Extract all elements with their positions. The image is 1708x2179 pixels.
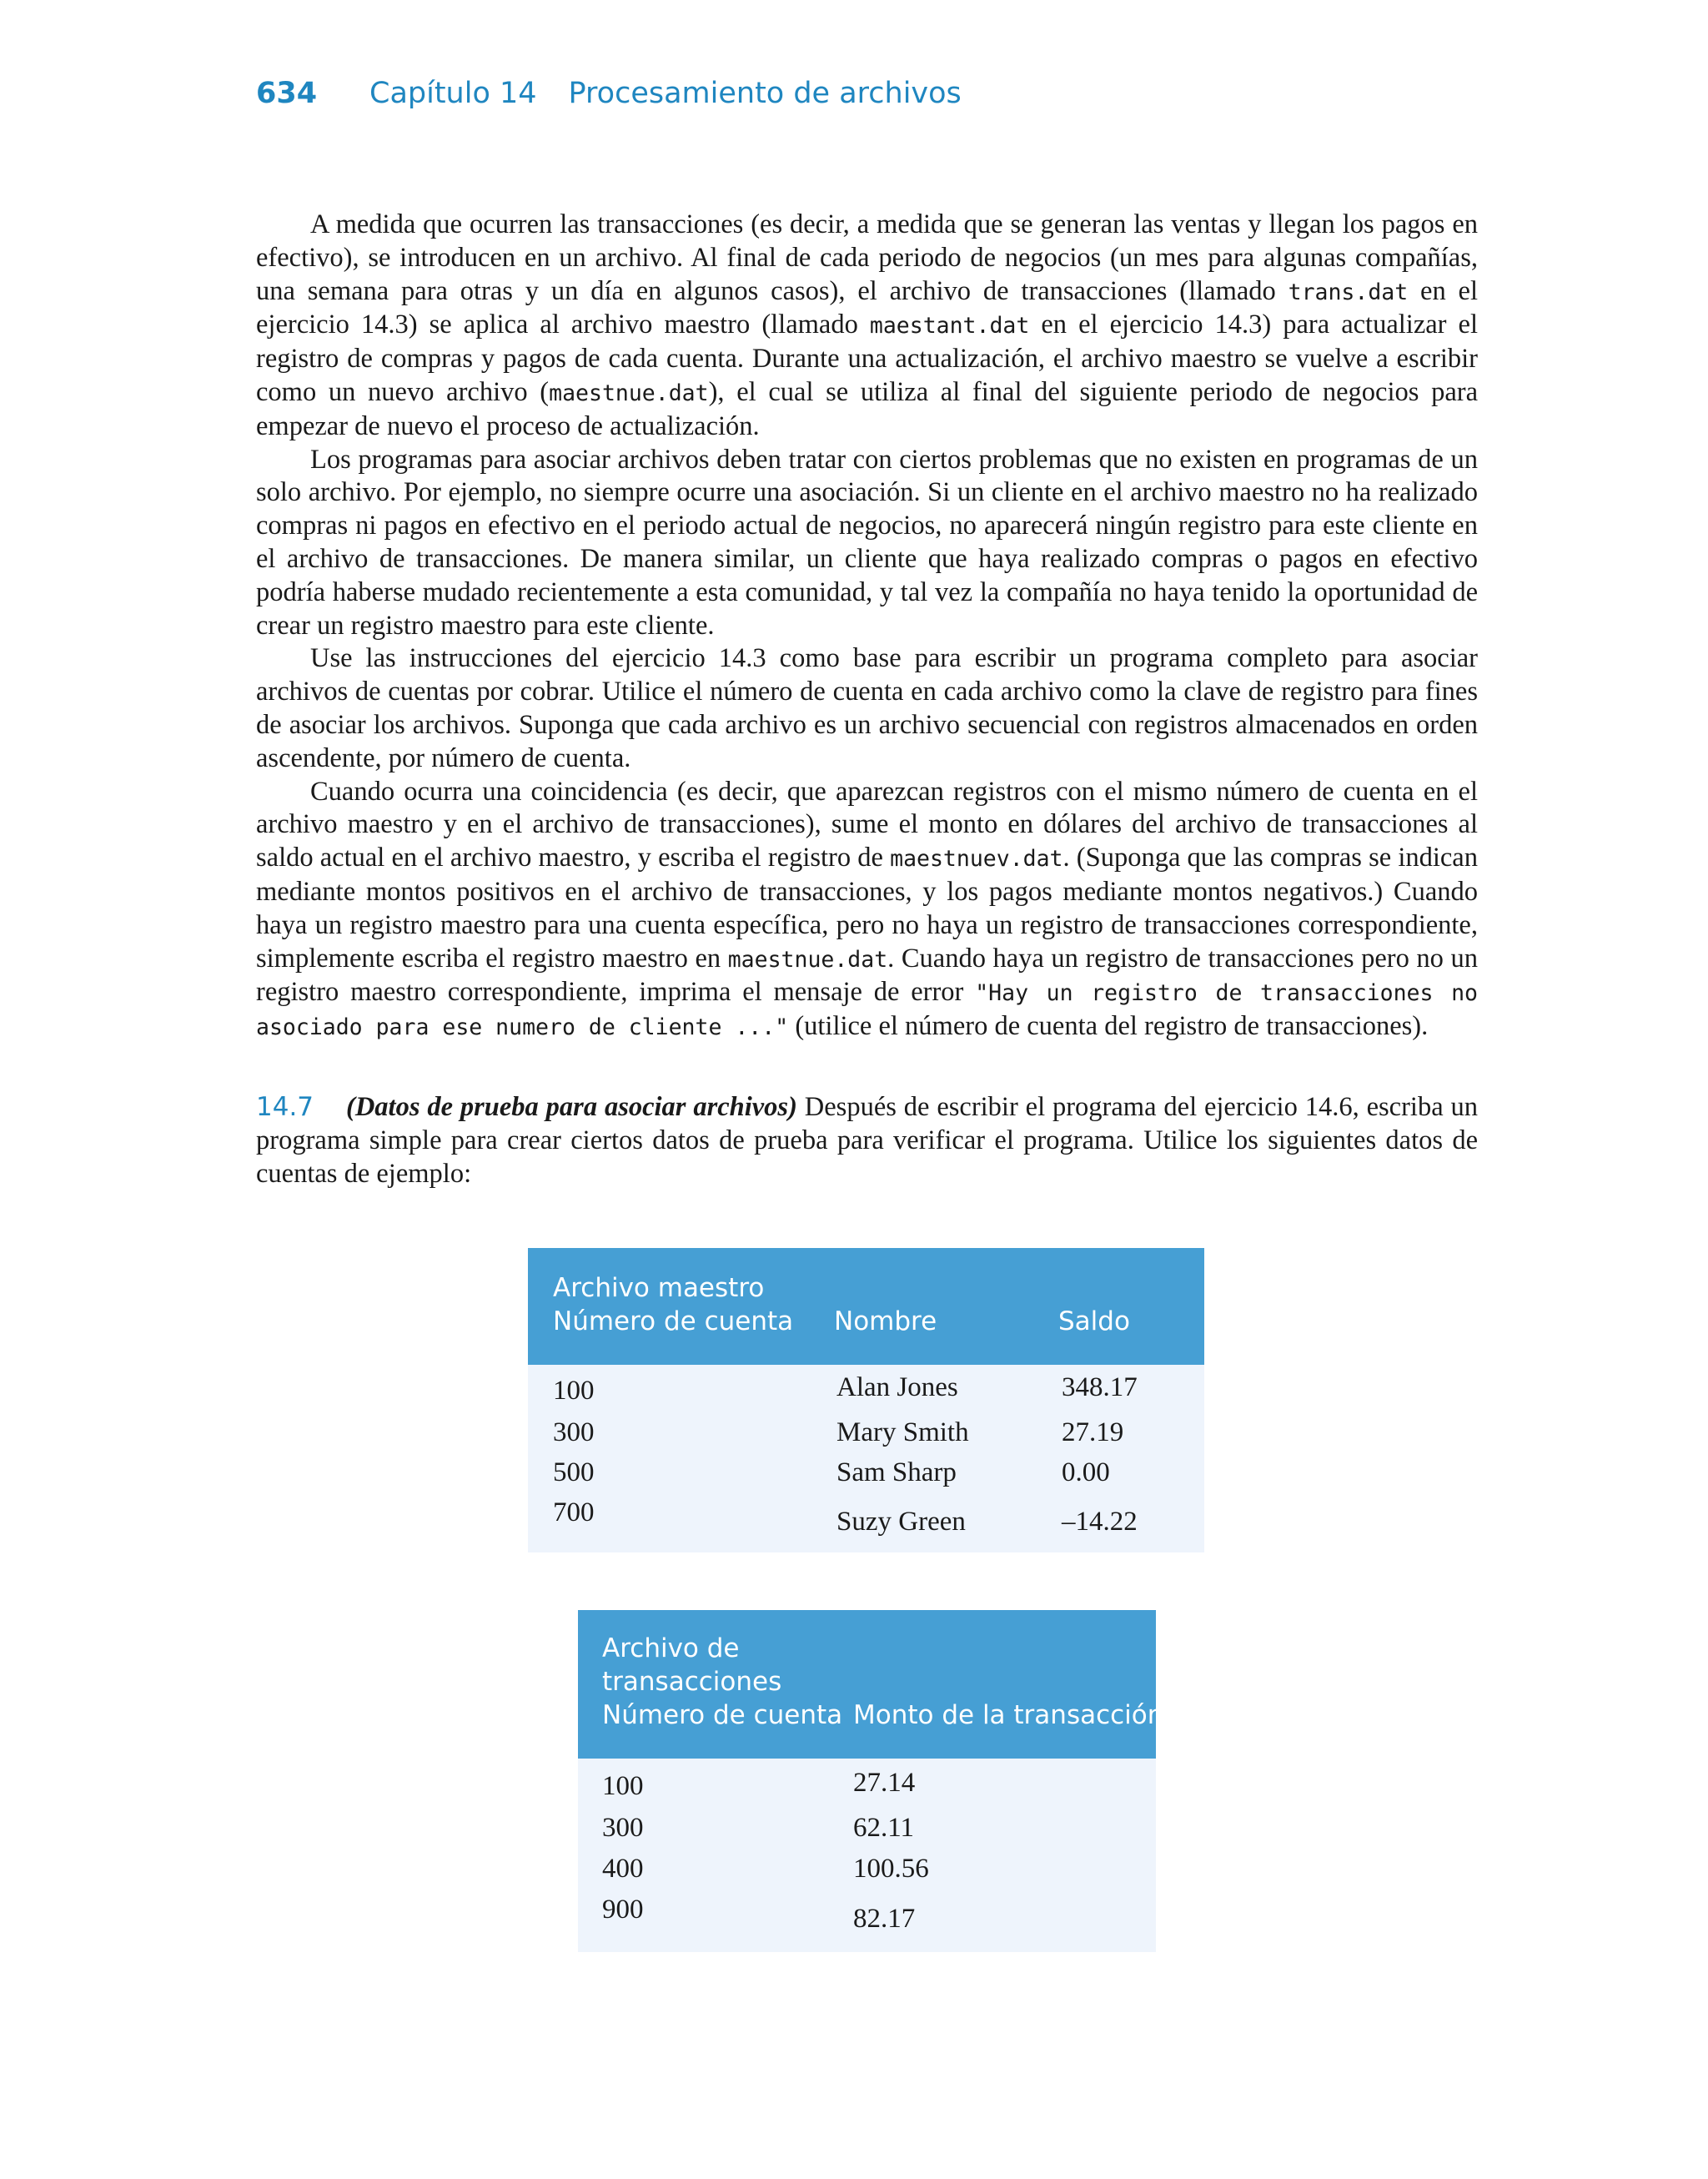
transaction-file-table (578, 1610, 1164, 1952)
code-filename: maestnue.dat (727, 946, 888, 973)
master-file-table (528, 1248, 1204, 1552)
cell-amount: 100.56 (853, 1854, 929, 1884)
exercise-title: (Datos de prueba para asociar archivos) (346, 1092, 797, 1122)
column-header-account: Archivo de transacciones Número de cuenta (602, 1633, 843, 1730)
cell-name: Alan Jones (836, 1372, 958, 1402)
cell-balance: 348.17 (1062, 1372, 1138, 1402)
cell-amount: 27.14 (853, 1768, 916, 1798)
column-header-balance: Saldo (1058, 1306, 1130, 1336)
cell-account: 100 (602, 1771, 644, 1801)
cell-account: 900 (602, 1895, 644, 1925)
code-filename: maestant.dat (869, 313, 1030, 340)
paragraph-2: Los programas para asociar archivos deben tratar con ciertos problemas que no existen en programas de un solo archivo. Por ejemplo, no siempre ocurre una asociación. Si un cliente en el archivo maestro no ha realizado compras ni pagos en efectivo en el periodo actual de negocios, no aparecerá ningún registro para este cliente en el archivo de transacciones. De manera similar, un cliente que haya realizado compras o pagos en efectivo podría haberse mudado recientemente a esta comunidad, y tal vez la compañía no haya tenido la oportunidad de crear un registro maestro para este cliente. (256, 444, 1478, 641)
code-error-message: "Hay un registro de transacciones no asociado para ese numero de cliente ..." (256, 980, 1478, 1041)
cell-balance: 0.00 (1062, 1457, 1110, 1487)
column-header-name: Nombre (834, 1306, 937, 1336)
cell-name: Mary Smith (836, 1417, 969, 1447)
paragraph-3: Use las instrucciones del ejercicio 14.3 como base para escribir un programa completo para asociar archivos de cuentas por cobrar. Utilice el número de cuenta en cada archivo como la clave de registro para fines de asociar los archivos. Suponga que cada archivo es un archivo secuencial con registros almacenados en orden ascendente, por número de cuenta. (256, 643, 1478, 773)
running-header (256, 77, 962, 110)
table-header (528, 1248, 1204, 1365)
cell-name: Sam Sharp (836, 1457, 957, 1487)
paragraph-4: Cuando ocurra una coincidencia (es decir, que aparezcan registros con el mismo número de cuenta en el archivo maestro y en el archivo de transacciones), sume el monto en dólares del archivo de transacciones al saldo actual en el archivo maestro, y escriba el registro de maestnuev.dat. (Suponga que las compras se indican mediante montos positivos en el archivo de transacciones, y los pagos mediante montos negativos.) Cuando haya un registro maestro para una cuenta específica, pero no haya un registro de transacciones correspondiente, simplemente escriba el registro maestro en maestnue.dat. Cuando haya un registro de transacciones pero no un registro maestro correspondiente, imprima el mensaje de error "Hay un registro de transacciones no asociado para ese numero de cliente ..." (utilice el número de cuenta del registro de transacciones). (256, 776, 1478, 1042)
cell-account: 500 (553, 1457, 595, 1487)
chapter-title: Procesamiento de archivos (568, 77, 962, 110)
cell-account: 100 (553, 1376, 595, 1406)
body-text (256, 209, 1478, 1044)
exercise-number: 14.7 (256, 1092, 314, 1122)
paragraph-1: A medida que ocurren las transacciones (es decir, a medida que se generan las ventas y llegan los pagos en efectivo), se introducen en un archivo. Al final de cada periodo de negocios (un mes para algunas compañías, una semana para otras y un día en algunos casos), el archivo de transacciones (llamado trans.dat en el ejercicio 14.3) se aplica al archivo maestro (llamado maestant.dat en el ejercicio 14.3) para actualizar el registro de compras y pagos de cada cuenta. Durante una actualización, el archivo maestro se vuelve a escribir como un nuevo archivo (maestnue.dat), el cual se utiliza al final del siguiente periodo de negocios para empezar de nuevo el proceso de actualización. (256, 209, 1479, 441)
exercise-14-7 (256, 1091, 1478, 1190)
column-header-account: Archivo maestro Número de cuenta (553, 1273, 794, 1336)
code-filename: maestnuev.dat (890, 846, 1063, 873)
page-number: 634 (256, 77, 318, 110)
code-filename: trans.dat (1288, 279, 1409, 305)
cell-account: 300 (553, 1417, 595, 1447)
cell-balance: –14.22 (1062, 1507, 1138, 1537)
cell-balance: 27.19 (1062, 1417, 1124, 1447)
cell-account: 300 (602, 1813, 644, 1843)
code-filename: maestnue.dat (549, 380, 709, 406)
column-header-amount: Monto de la transacción (853, 1700, 1164, 1730)
exercise-text: Después de escribir el programa del ejercicio 14.6, escriba un programa simple para crear ciertos datos de prueba para verificar el programa. Utilice los siguientes datos de cuentas de ejemplo: (256, 1092, 1478, 1189)
chapter-label: Capítulo 14 (369, 77, 537, 110)
cell-amount: 82.17 (853, 1904, 916, 1934)
cell-account: 400 (602, 1854, 644, 1884)
cell-amount: 62.11 (853, 1813, 915, 1843)
table-header (578, 1610, 1164, 1759)
cell-account: 700 (553, 1497, 595, 1527)
cell-name: Suzy Green (836, 1507, 966, 1537)
